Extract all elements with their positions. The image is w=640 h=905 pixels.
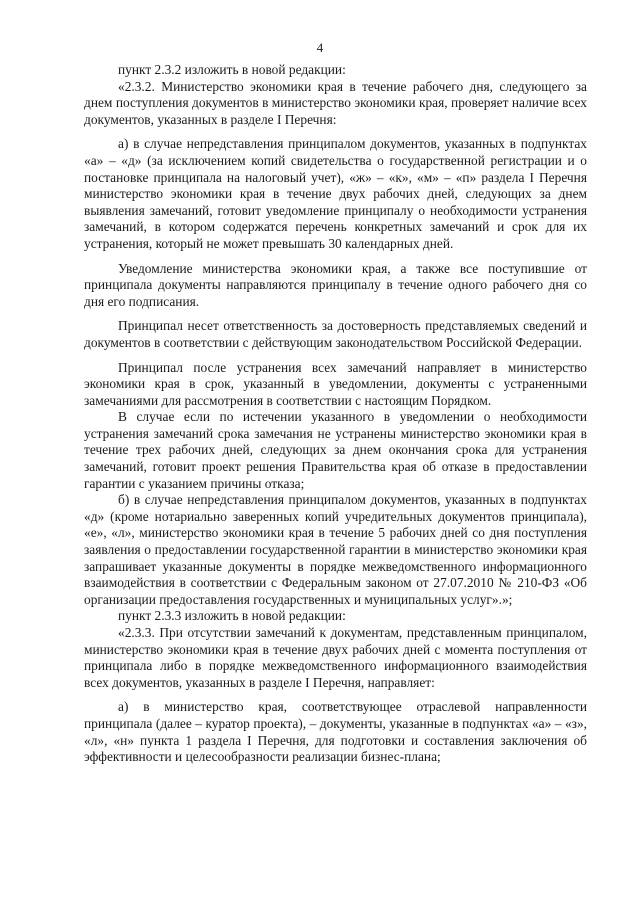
page-number: 4 — [316, 40, 324, 55]
paragraph-after-correction: Принципал после устранения всех замечаний направляет в министерство экономики края в срок, указанный в уведомлении, документы с устраненными замечаниями для рассмотрения в соответствии с настоящим Порядком. — [84, 359, 587, 408]
paragraph-notification: Уведомление министерства экономики края, а также все поступившие от принципала документы направляются принципалу в течение одного рабочего дня со дня его подписания. — [84, 260, 587, 309]
paragraph-2-3-3: «2.3.3. При отсутствии замечаний к документам, представленным принципалом, министерство экономики края в течение двух рабочих дней с момента поступления от принципала либо в порядке межведомственного информационного взаимодействия всех документов, указанных в разделе I Перечня, направляет: — [84, 625, 587, 690]
paragraph-2-3-2: «2.3.2. Министерство экономики края в течение рабочего дня, следующего за днем поступления документов в министерство экономики края, проверяет наличие всех документов, указанных в разделе I Перечня: — [84, 78, 587, 127]
paragraph-subitem-a: а) в случае непредставления принципалом документов, указанных в подпунктах «а» – «д» (за исключением копий свидетельства о государственной регистрации и о постановке принципала на налоговый учет), «ж» – «к», «м» – «п» раздела I Перечня министерство экономики края в течение двух рабочих дней, следующих за днем выявления замечаний, готовит уведомление принципалу о необходимости устранения замечаний, в котором содержатся перечень конкретных замечаний и срок для их устранения, который не может превышать 30 календарных дней. — [84, 136, 587, 251]
paragraph-refusal: В случае если по истечении указанного в уведомлении о необходимости устранения замечаний срока замечания не устранены министерство экономики края в течение трех рабочих дней, следующих за днем окончания срока для устранения замечаний, готовит проект решения Правительства края об отказе в предоставлении гарантии с указанием причины отказа; — [84, 409, 587, 491]
paragraph-2-3-3-subitem-a: а) в министерство края, соответствующее отраслевой направленности принципала (далее – куратор проекта), – документы, указанные в подпунктах «а» – «з», «л», «н» пункта 1 раздела I Перечня, для подготовки и составления заключения об эффективности и целесообразности реализации бизнес-плана; — [84, 699, 587, 765]
paragraph-amend-2-3-3: пункт 2.3.3 изложить в новой редакции: — [118, 608, 346, 624]
paragraph-responsibility: Принципал несет ответственность за достоверность представляемых сведений и документов в соответствии с действующим законодательством Российской Федерации. — [84, 318, 587, 350]
paragraph-subitem-b: б) в случае непредставления принципалом документов, указанных в подпунктах «д» (кроме нотариально заверенных копий учредительных документов принципала), «е», «л», министерство экономики края в течение 5 рабочих дней со дня поступления заявления о предоставлении государственной гарантии в министерство экономики края запрашивает указанные документы в порядке межведомственного информационного взаимодействия в соответствии с Федеральным законом от 27.07.2010 № 210-ФЗ «Об организации предоставления государственных и муниципальных услуг».»; — [84, 492, 587, 607]
paragraph-amend-2-3-2: пункт 2.3.2 изложить в новой редакции: — [118, 62, 346, 77]
document-body — [84, 62, 587, 766]
